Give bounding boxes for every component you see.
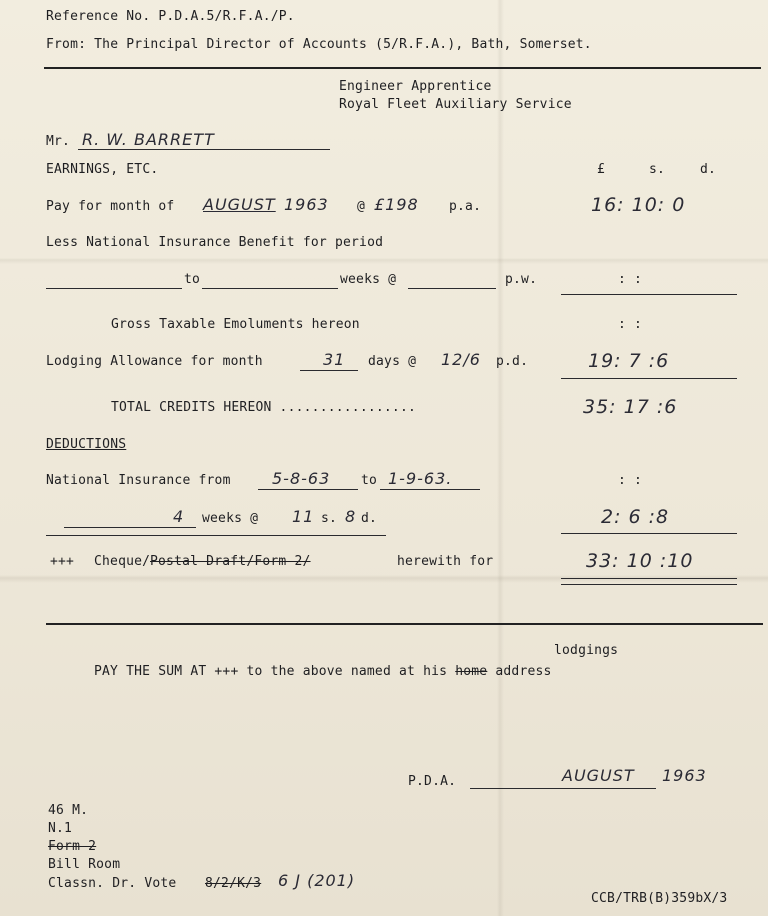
lodging-rate-unit: p.d. xyxy=(496,354,529,369)
ni-deduction-label: National Insurance from xyxy=(46,473,231,488)
title-line-2: Royal Fleet Auxiliary Service xyxy=(339,97,572,112)
cheque-herewith: herewith for xyxy=(397,554,494,569)
cheque-amount: 33: 10 :10 xyxy=(586,550,694,572)
payment-insert-word: lodgings xyxy=(554,643,619,658)
pay-rate: £198 xyxy=(374,195,419,214)
footer-vote-handwritten: 6 J (201) xyxy=(278,871,356,890)
cheque-struck-options: Postal Draft/Form 2/ xyxy=(150,554,311,569)
lodging-amount-line xyxy=(561,378,737,379)
total-credits-label: TOTAL CREDITS HEREON ................. xyxy=(111,400,417,415)
cheque-amount-underline-2 xyxy=(561,584,737,585)
ni-benefit-rate-line xyxy=(408,288,496,289)
ni-from-line xyxy=(258,489,358,490)
pay-rate-at: @ xyxy=(357,199,366,214)
footer-vote-label: Classn. Dr. Vote xyxy=(48,876,177,891)
ni-rate-shillings-label: s. xyxy=(321,511,338,526)
ni-weeks-label: weeks @ xyxy=(202,511,259,526)
cheque-label: Cheque/ xyxy=(94,554,151,569)
cheque-amount-underline-1 xyxy=(561,578,737,579)
lodging-label: Lodging Allowance for month xyxy=(46,354,263,369)
ni-weeks: 4 xyxy=(173,507,185,526)
deductions-heading: DEDUCTIONS xyxy=(46,437,127,452)
ni-from-date: 5-8-63 xyxy=(272,469,331,488)
reference-number: Reference No. P.D.A.5/R.F.A./P. xyxy=(46,9,295,24)
ni-amount: 2: 6 :8 xyxy=(601,506,670,528)
header-divider xyxy=(44,67,761,69)
ni-rate-pence-label: d. xyxy=(361,511,378,526)
payment-instruction xyxy=(94,664,552,680)
ni-benefit-amount-line xyxy=(561,294,737,295)
lodging-days: 31 xyxy=(323,350,346,369)
signature-label: P.D.A. xyxy=(408,774,457,789)
ni-to-line xyxy=(380,489,480,490)
gross-amount-placeholder: : : xyxy=(618,317,643,332)
total-credits-amount: 35: 17 :6 xyxy=(583,396,678,418)
ni-amount-placeholder: : : xyxy=(618,473,643,488)
payment-instruction-post: address xyxy=(495,664,552,679)
gross-emoluments-label: Gross Taxable Emoluments hereon xyxy=(111,317,360,332)
ni-benefit-label: Less National Insurance Benefit for period xyxy=(46,235,384,250)
earnings-heading: EARNINGS, ETC. xyxy=(46,162,159,177)
pay-year: 1963 xyxy=(284,195,329,214)
pay-month: AUGUST xyxy=(203,195,276,214)
footer-form-code: CCB/TRB(B)359bX/3 xyxy=(591,891,728,906)
recipient-name: R. W. BARRETT xyxy=(82,130,215,149)
pay-rate-unit: p.a. xyxy=(449,199,482,214)
ni-rate-shillings: 11 xyxy=(292,507,315,526)
ni-benefit-pw-label: p.w. xyxy=(505,272,538,287)
footer-line-3: Form 2 xyxy=(48,839,97,854)
footer-line-4: Bill Room xyxy=(48,857,121,872)
payment-instruction-struck: home xyxy=(455,664,488,679)
column-shillings: s. xyxy=(649,162,666,177)
lodging-amount: 19: 7 :6 xyxy=(588,350,670,372)
column-pence: d. xyxy=(700,162,717,177)
ni-to-label: to xyxy=(361,473,378,488)
recipient-prefix: Mr. xyxy=(46,134,71,149)
signature-month: AUGUST xyxy=(562,766,635,785)
signature-year: 1963 xyxy=(662,766,707,785)
signature-line xyxy=(470,788,656,789)
cheque-marker: +++ xyxy=(50,554,75,569)
ni-benefit-to-line xyxy=(202,288,338,289)
from-line: From: The Principal Director of Accounts (5/R.F.A.), Bath, Somerset. xyxy=(46,37,592,52)
ni-amount-line xyxy=(561,533,737,534)
lodging-days-line xyxy=(300,370,358,371)
ni-weeks-line xyxy=(64,527,196,528)
payment-divider xyxy=(46,623,763,625)
ni-to-date: 1-9-63. xyxy=(388,469,453,488)
recipient-name-line xyxy=(78,149,330,150)
footer-line-2: N.1 xyxy=(48,821,73,836)
ni-benefit-amount-placeholder: : : xyxy=(618,272,643,287)
ni-benefit-to-label: to xyxy=(184,272,201,287)
footer-vote-struck: 8/2/K/3 xyxy=(205,876,262,891)
footer-line-1: 46 M. xyxy=(48,803,89,818)
column-pounds: £ xyxy=(597,162,606,177)
lodging-days-label: days @ xyxy=(368,354,417,369)
ni-benefit-from-line xyxy=(46,288,182,289)
title-line-1: Engineer Apprentice xyxy=(339,79,492,94)
payment-instruction-pre: PAY THE SUM AT +++ to the above named at his xyxy=(94,664,448,679)
pay-amount: 16: 10: 0 xyxy=(591,194,686,216)
deductions-divider xyxy=(46,535,386,536)
ni-benefit-weeks-label: weeks @ xyxy=(340,272,397,287)
pay-label: Pay for month of xyxy=(46,199,175,214)
ni-rate-pence: 8 xyxy=(345,507,357,526)
lodging-rate: 12/6 xyxy=(441,350,481,369)
